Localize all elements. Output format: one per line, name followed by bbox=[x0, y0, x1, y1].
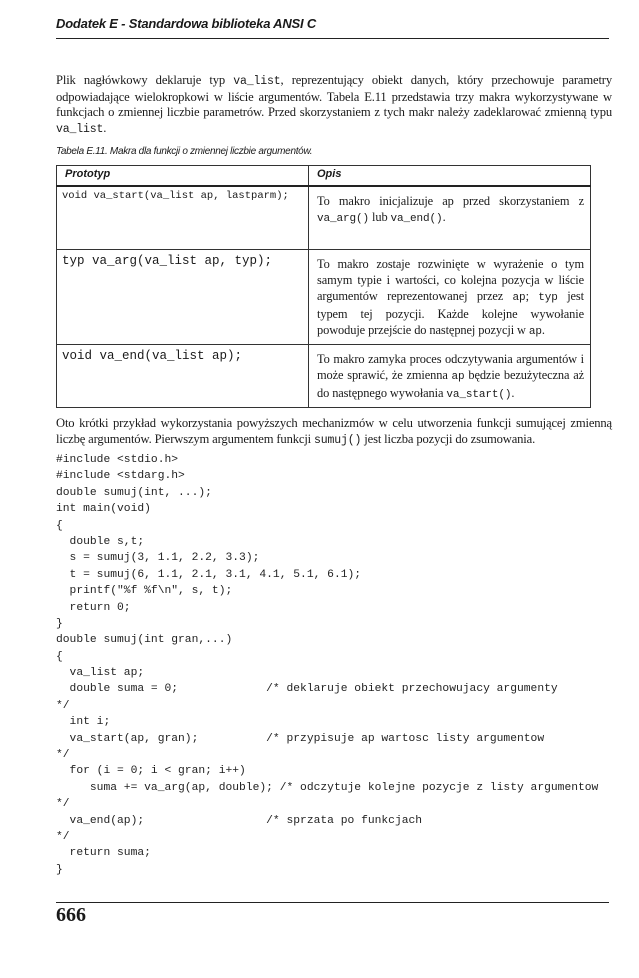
description-code: typ bbox=[538, 292, 558, 304]
code-line: int main(void) bbox=[56, 503, 151, 516]
intro-paragraph bbox=[56, 73, 612, 137]
code-line: { bbox=[56, 519, 63, 532]
code-line: #include <stdio.h> bbox=[56, 454, 179, 466]
code-line: */ bbox=[56, 699, 70, 712]
header-rule bbox=[56, 38, 609, 39]
description-code: ap bbox=[528, 326, 542, 338]
code-line: double s,t; bbox=[56, 535, 145, 548]
description-code: ap bbox=[451, 371, 465, 383]
intro-text: . bbox=[103, 120, 107, 135]
code-line: s = sumuj(3, 1.1, 2.2, 3.3); bbox=[56, 552, 260, 565]
code-line: } bbox=[56, 617, 63, 630]
description-cell bbox=[309, 186, 591, 250]
code-line: { bbox=[56, 650, 63, 663]
code-line: va_start(ap, gran); /* przypisuje ap wartosc listy argumentow bbox=[56, 732, 545, 745]
code-line: for (i = 0; i < gran; i++) bbox=[56, 765, 246, 778]
prototype-cell: void va_end(va_list ap); bbox=[57, 345, 309, 408]
code-line: */ bbox=[56, 830, 70, 843]
running-head: Dodatek E - Standardowa biblioteka ANSI C bbox=[56, 16, 317, 31]
code-line: */ bbox=[56, 798, 70, 811]
description-text: ; bbox=[525, 289, 539, 303]
table-caption: Tabela E.11. Makra dla funkcji o zmiennej liczbie argumentów. bbox=[56, 146, 313, 157]
prototype-cell: typ va_arg(va_list ap, typ); bbox=[57, 250, 309, 345]
macro-table bbox=[56, 165, 591, 408]
code-line: */ bbox=[56, 749, 70, 762]
prototype-cell: void va_start(va_list ap, lastparm); bbox=[57, 186, 309, 250]
column-header-prototype: Prototyp bbox=[57, 166, 309, 187]
code-line: } bbox=[56, 863, 63, 876]
description-text: To makro zostaje rozwinięte w wyrażenie o tym samym typie i wartości, co kolejna pozycja w liście argumentów reprezentowanej przez bbox=[317, 257, 584, 303]
description-text: jest typem tej pozycji. Każde kolejne wywołanie powoduje przejście do następnej pozycji w bbox=[317, 289, 585, 337]
description-text: będzie bezużyteczna aż do następnego wywołania bbox=[317, 368, 584, 400]
code-line: printf("%f %f\n", s, t); bbox=[56, 585, 233, 598]
column-header-description: Opis bbox=[309, 166, 591, 187]
code-line: va_end(ap); /* sprzata po funkcjach bbox=[56, 814, 423, 827]
table-row bbox=[57, 186, 591, 250]
intro-code: va_list bbox=[233, 75, 281, 88]
description-code: ap bbox=[512, 292, 526, 304]
code-line: return 0; bbox=[56, 601, 131, 614]
code-line: return suma; bbox=[56, 847, 151, 860]
intro-text: Plik nagłówkowy deklaruje typ bbox=[56, 73, 234, 87]
code-line: t = sumuj(6, 1.1, 2.1, 3.1, 4.1, 5.1, 6.1); bbox=[56, 568, 362, 581]
description-text: lub bbox=[369, 210, 391, 224]
intro-text: , reprezentujący obiekt danych, który przechowuje parametry odpowiadające wielokropkowi w liście argumentów. Tabela E.11 przedstawia trzy makra wykorzystywane w funkcjach o zmiennej liczbie parametrów. Przed skorzystaniem z tych makr należy zadeklarować zmienną typu bbox=[56, 73, 612, 119]
code-line: double suma = 0; /* deklaruje obiekt przechowujacy argumenty bbox=[56, 683, 558, 696]
code-line: double sumuj(int, ...); bbox=[56, 486, 212, 499]
description-text: . bbox=[442, 210, 446, 224]
description-code: va_arg() bbox=[317, 213, 370, 225]
code-listing bbox=[56, 452, 626, 878]
table-row bbox=[57, 250, 591, 345]
footer-rule bbox=[56, 902, 609, 903]
example-paragraph bbox=[56, 416, 612, 448]
page-number: 666 bbox=[56, 904, 86, 926]
table-row bbox=[57, 345, 591, 408]
description-text: . bbox=[541, 323, 545, 337]
table-header-row bbox=[57, 166, 591, 187]
example-text: jest liczba pozycji do zsumowania. bbox=[361, 431, 536, 446]
example-text: Oto krótki przykład wykorzystania powyższych mechanizmów w celu utworzenia funkcji sumującej zmienną liczbę argumentów. Pierwszym argumentem funkcji bbox=[56, 416, 612, 446]
code-line: double sumuj(int gran,...) bbox=[56, 634, 233, 647]
code-line: #include <stdarg.h> bbox=[56, 470, 185, 483]
code-line: int i; bbox=[56, 716, 111, 729]
description-text: To makro zamyka proces odczytywania argumentów i może sprawić, że zmienna bbox=[317, 352, 584, 382]
description-code: va_end() bbox=[390, 213, 443, 225]
example-code: sumuj() bbox=[314, 433, 362, 447]
description-text: To makro inicjalizuje ap przed skorzystaniem z bbox=[317, 194, 584, 208]
description-text: . bbox=[511, 386, 515, 400]
code-line: va_list ap; bbox=[56, 667, 145, 680]
code-line: suma += va_arg(ap, double); /* odczytuje kolejne pozycje z listy argumentow bbox=[56, 781, 599, 794]
description-cell bbox=[309, 345, 591, 408]
description-code: va_start() bbox=[446, 389, 512, 401]
intro-code: va_list bbox=[56, 122, 104, 136]
description-cell bbox=[309, 250, 591, 345]
